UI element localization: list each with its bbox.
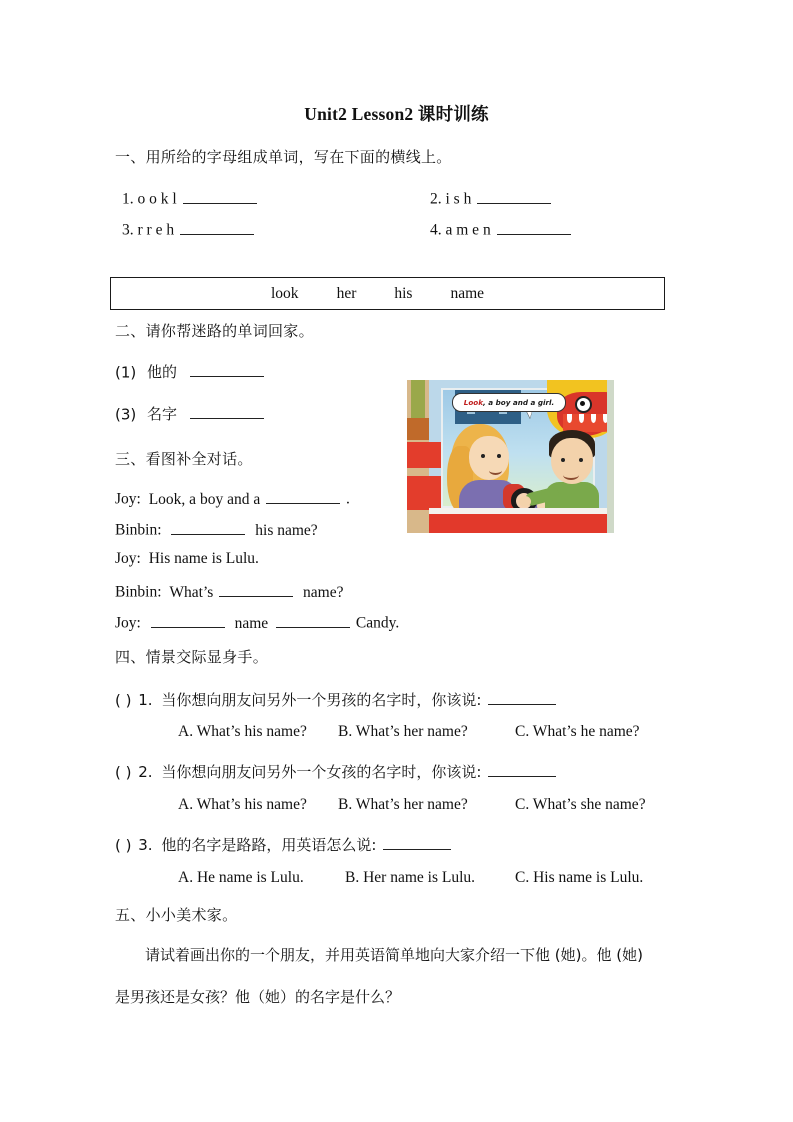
scramble-3-num: 3. — [122, 221, 134, 239]
dragon-tooth-3 — [591, 414, 596, 423]
mc-1-stem: 当你想向朋友问另外一个男孩的名字时，你该说: — [161, 691, 482, 710]
dialogue-2-speaker: Binbin: — [115, 521, 162, 539]
girl-eye-right — [497, 454, 501, 458]
mc-3-option-a[interactable]: A. He name is Lulu. — [178, 869, 304, 886]
dialogue-4-before: What’s — [169, 583, 214, 601]
dragon-tooth-1 — [567, 414, 572, 423]
mc-2-option-b[interactable]: B. What’s her name? — [338, 796, 468, 813]
scramble-item-4 — [430, 219, 573, 240]
dialogue-3-speaker: Joy: — [115, 550, 141, 567]
dialogue-4-blank[interactable] — [219, 581, 293, 597]
dialogue-line-2 — [115, 519, 318, 540]
word-bank-list — [111, 278, 664, 309]
mc-1-blank[interactable] — [488, 690, 556, 705]
section-5-body-line-1: 请试着画出你的一个朋友，并用英语简单地向大家介绍一下他 (她)。他 (她) — [145, 946, 643, 964]
mc-3-answer-bracket[interactable]: ( ) — [115, 836, 132, 855]
wall-panel-red-lower — [407, 476, 441, 510]
scramble-2-letters: i s h — [445, 190, 472, 208]
section-5-heading: 五、小小美术家。 — [115, 906, 238, 924]
word-bank-word-4: name — [450, 284, 485, 302]
mc-3-option-b[interactable]: B. Her name is Lulu. — [345, 869, 476, 886]
dialogue-1-speaker: Joy: — [115, 490, 141, 508]
dialogue-4-after: name? — [303, 583, 344, 601]
mc-question-2 — [115, 762, 558, 781]
dialogue-5-blank-1[interactable] — [151, 612, 225, 628]
scramble-item-3 — [122, 219, 256, 240]
word-bank-word-3: his — [394, 284, 413, 302]
section-1-heading: 一、用所给的字母组成单词，写在下面的横线上。 — [115, 148, 452, 166]
scramble-4-blank[interactable] — [497, 219, 571, 235]
scramble-1-letters: o o k l — [137, 190, 177, 208]
girl-face — [469, 436, 509, 480]
boy-eye-right — [579, 458, 583, 462]
dialogue-1-before: Look, a boy and a — [148, 490, 261, 508]
mc-question-1 — [115, 690, 558, 709]
boy-hand — [519, 496, 531, 507]
section-2-heading: 二、请你帮迷路的单词回家。 — [115, 322, 314, 340]
scramble-3-blank[interactable] — [180, 219, 254, 235]
dialogue-3-text: His name is Lulu. — [148, 550, 259, 567]
dialogue-5-blank-2[interactable] — [276, 612, 350, 628]
scramble-4-letters: a m e n — [445, 221, 491, 239]
section-2-item-2-blank[interactable] — [190, 404, 264, 419]
mc-3-stem: 他的名字是路路，用英语怎么说: — [161, 836, 377, 855]
mc-3-option-c[interactable]: C. His name is Lulu. — [515, 869, 644, 886]
dialogue-line-4 — [115, 581, 344, 602]
section-2-item-1-text: 他的 — [147, 363, 178, 382]
mc-3-blank[interactable] — [383, 835, 451, 850]
dialogue-2-blank[interactable] — [171, 519, 245, 535]
mc-2-answer-bracket[interactable]: ( ) — [115, 763, 132, 782]
word-bank-word-1: look — [271, 284, 299, 302]
section-2-item-2-num: (3) — [115, 405, 137, 424]
mc-2-blank[interactable] — [488, 762, 556, 777]
scramble-item-2 — [430, 188, 553, 209]
speech-bubble-text — [464, 398, 554, 407]
dragon-tooth-2 — [579, 414, 584, 423]
section-2-item-2-text: 名字 — [147, 405, 178, 424]
wall-panel-red-upper — [407, 442, 441, 468]
dialogue-4-speaker: Binbin: — [115, 583, 162, 601]
right-edge-strip — [607, 380, 614, 533]
mc-1-option-a[interactable]: A. What’s his name? — [178, 723, 307, 740]
speech-bubble-rest: , a boy and a girl. — [483, 398, 555, 407]
mc-2-option-a[interactable]: A. What’s his name? — [178, 796, 307, 813]
mc-2-option-c[interactable]: C. What’s she name? — [515, 796, 646, 813]
word-bank-word-2: her — [336, 284, 357, 302]
boy-smile — [563, 470, 579, 480]
scramble-3-letters: r r e h — [137, 221, 175, 239]
section-2-item-1-num: (1) — [115, 363, 137, 382]
mc-question-3 — [115, 835, 453, 854]
boy-eye-left — [561, 458, 565, 462]
dialogue-1-after: . — [345, 490, 350, 508]
section-2-item-1 — [115, 362, 266, 381]
speech-bubble — [452, 393, 566, 412]
lesson-illustration — [407, 380, 614, 533]
section-4-heading: 四、情景交际显身手。 — [115, 648, 269, 666]
section-2-item-1-blank[interactable] — [190, 362, 264, 377]
dialogue-line-1 — [115, 488, 350, 509]
floor-red-band — [429, 514, 614, 533]
girl-smile — [489, 466, 502, 475]
dialogue-1-blank[interactable] — [266, 488, 340, 504]
section-2-item-2 — [115, 404, 266, 423]
page-title: Unit2 Lesson2 课时训练 — [304, 104, 489, 124]
section-3-heading: 三、看图补全对话。 — [115, 450, 253, 468]
dialogue-line-5 — [115, 612, 399, 633]
speech-bubble-highlight: Look — [463, 398, 484, 407]
mc-3-num: 3. — [138, 836, 153, 855]
girl-eye-left — [481, 454, 485, 458]
word-bank-box — [110, 277, 665, 310]
mc-1-answer-bracket[interactable]: ( ) — [115, 691, 132, 710]
dialogue-5-mid: name — [234, 614, 269, 632]
section-5-body-line-2: 是男孩还是女孩？他（她）的名字是什么？ — [115, 988, 401, 1006]
scramble-2-blank[interactable] — [477, 188, 551, 204]
scramble-2-num: 2. — [430, 190, 442, 208]
mc-2-num: 2. — [138, 763, 153, 782]
scramble-item-1 — [122, 188, 259, 209]
wall-panel-brown — [407, 418, 429, 440]
mc-1-option-c[interactable]: C. What’s he name? — [515, 723, 640, 740]
mc-1-num: 1. — [138, 691, 153, 710]
dragon-pupil — [580, 401, 585, 406]
scramble-4-num: 4. — [430, 221, 442, 239]
dialogue-line-3 — [115, 550, 259, 569]
dialogue-5-after: Candy. — [355, 614, 400, 632]
mc-2-stem: 当你想向朋友问另外一个女孩的名字时，你该说: — [161, 763, 482, 782]
scramble-1-num: 1. — [122, 190, 134, 208]
mc-1-option-b[interactable]: B. What’s her name? — [338, 723, 468, 740]
dialogue-5-speaker: Joy: — [115, 614, 141, 632]
dialogue-2-after: his name? — [255, 521, 318, 539]
scramble-1-blank[interactable] — [183, 188, 257, 204]
wall-panel-olive — [411, 380, 425, 418]
